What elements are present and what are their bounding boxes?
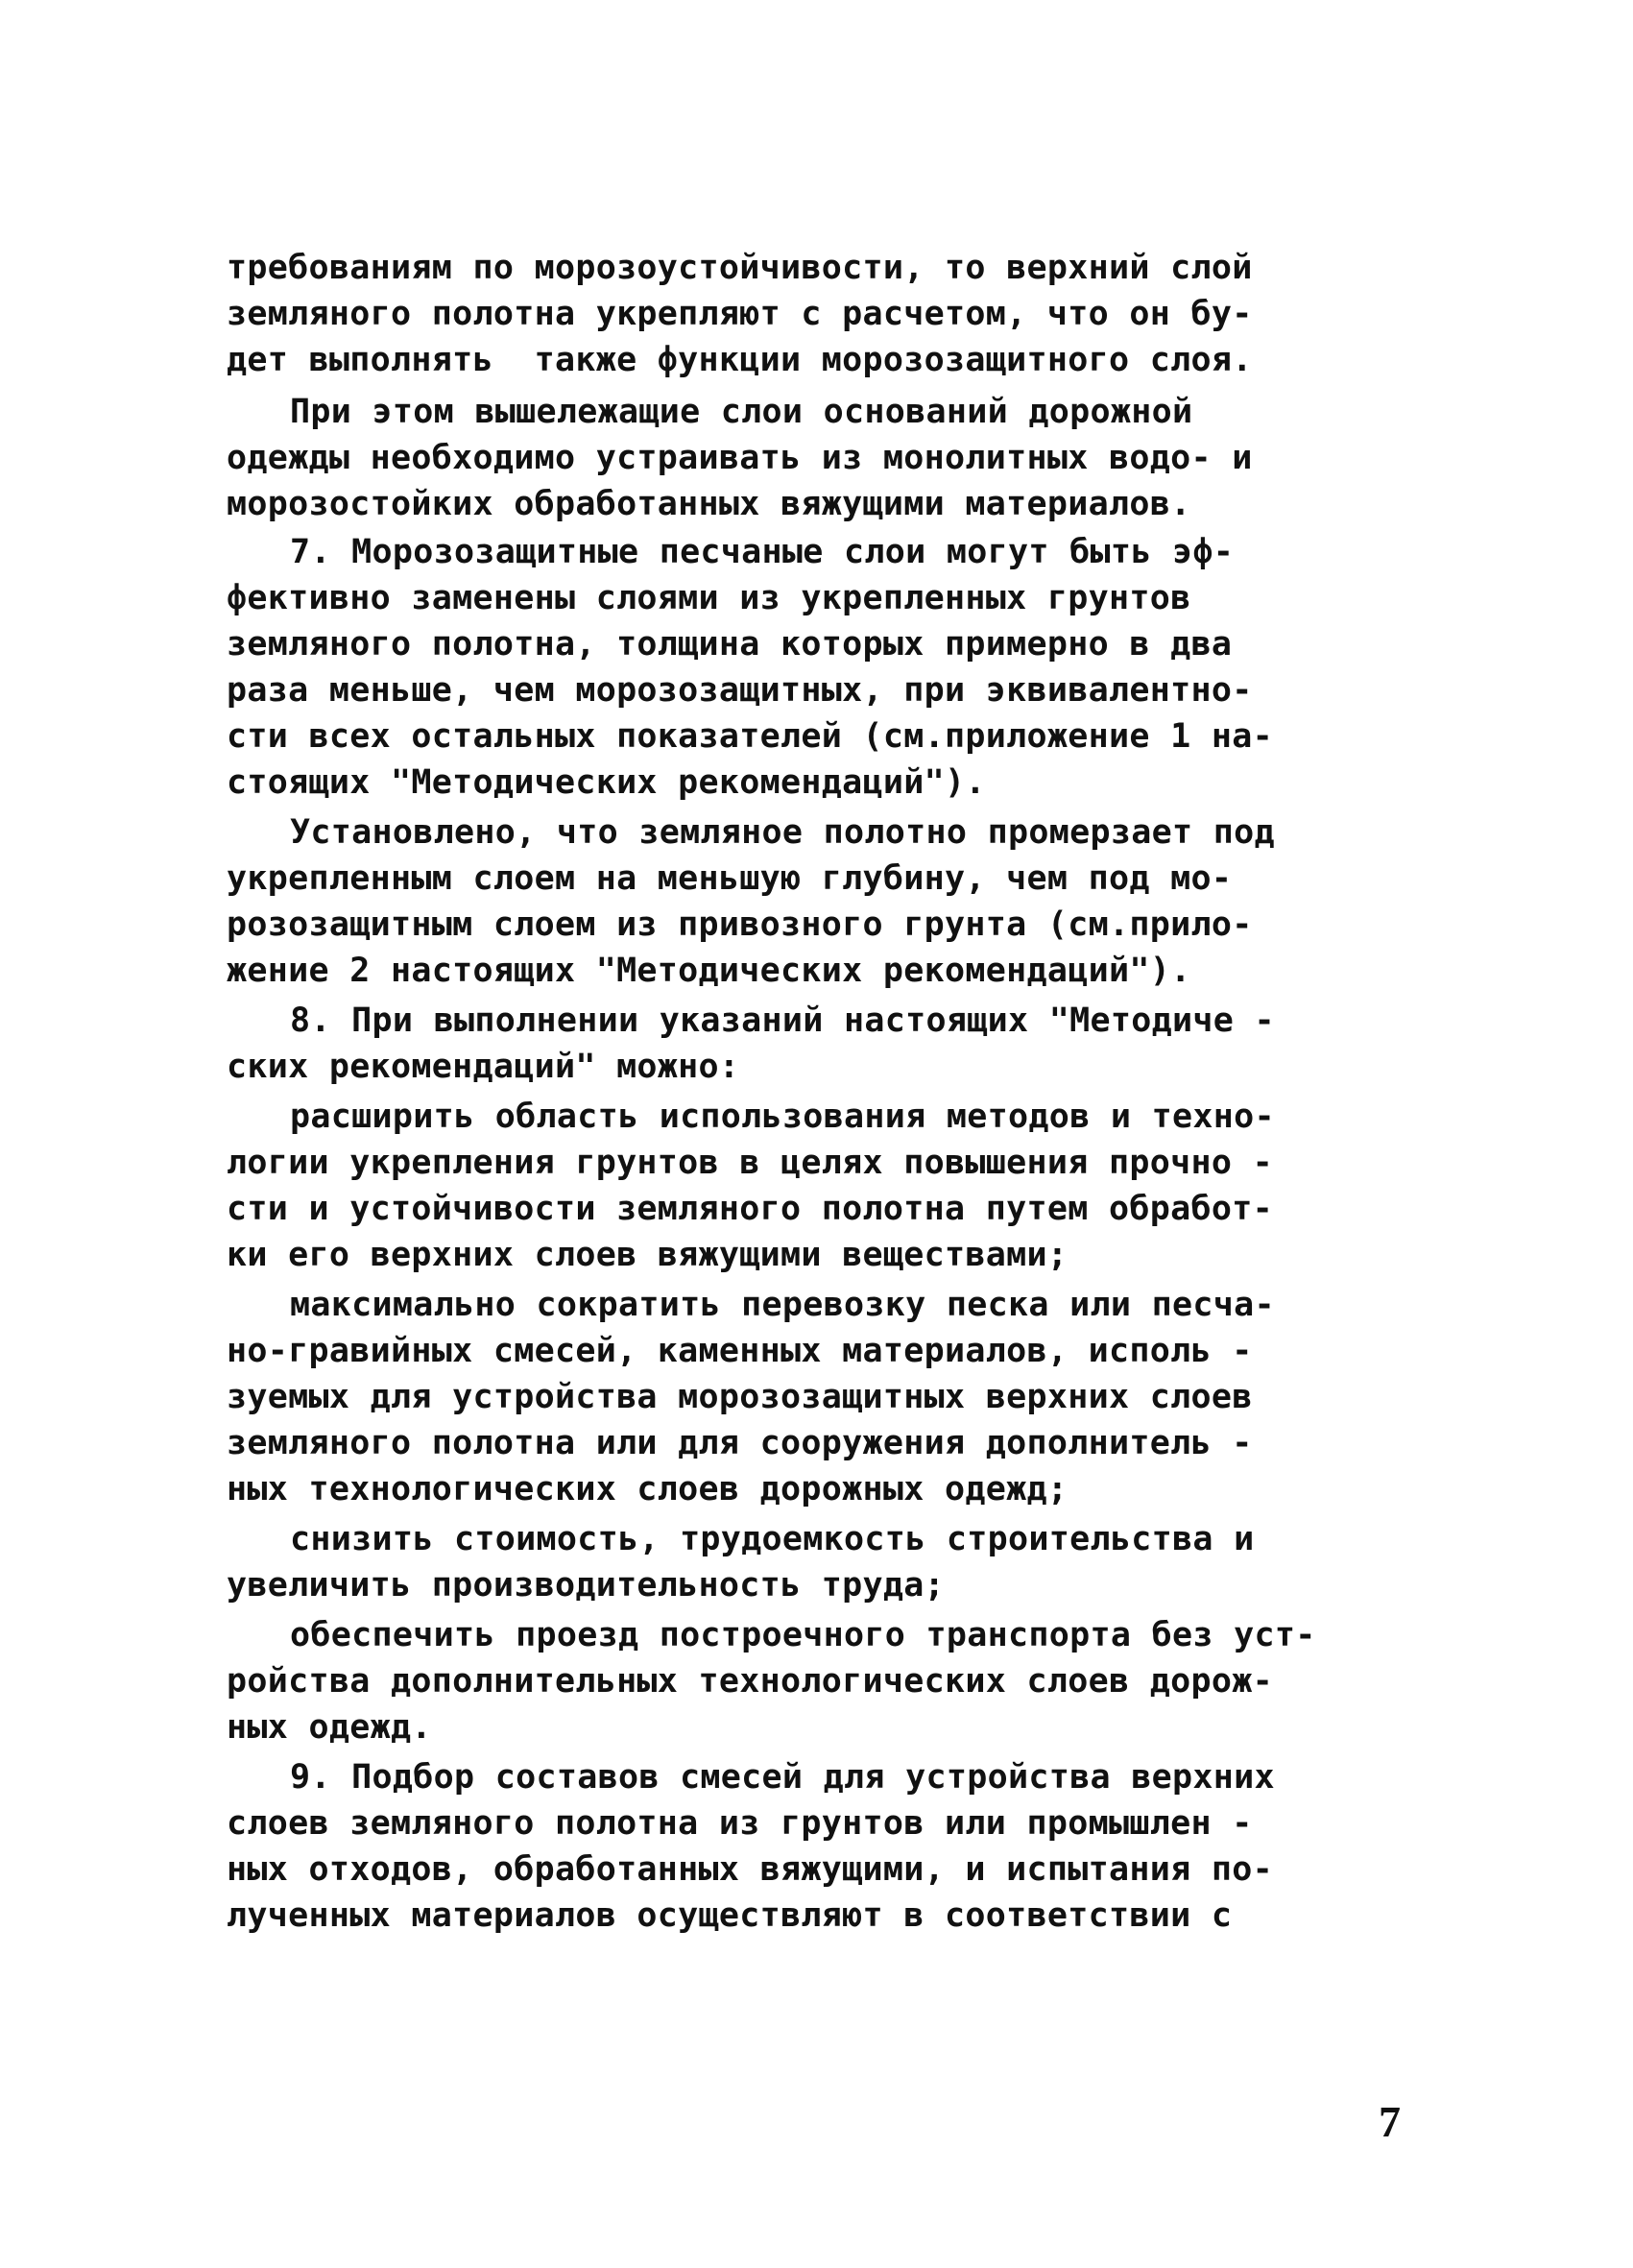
page-number: 7 bbox=[1379, 2097, 1401, 2146]
text-line: морозостойких обработанных вяжущими материалов. bbox=[227, 485, 1191, 523]
text-line: ных технологических слоев дорожных одежд; bbox=[227, 1470, 1069, 1508]
text-line: требованиям по морозоустойчивости, то верхний слой bbox=[227, 249, 1253, 287]
text-line: сти всех остальных показателей (см.приложение 1 на- bbox=[227, 717, 1273, 756]
text-line: 9. Подбор составов смесей для устройства верхних bbox=[290, 1758, 1275, 1797]
text-line: сти и устойчивости земляного полотна путем обработ- bbox=[227, 1190, 1273, 1228]
text-line: Установлено, что земляное полотно промерзает под bbox=[290, 813, 1275, 852]
text-line: максимально сократить перевозку песка или песча- bbox=[290, 1286, 1275, 1324]
text-line: снизить стоимость, трудоемкость строительства и bbox=[290, 1520, 1255, 1558]
text-line: одежды необходимо устраивать из монолитных водо- и bbox=[227, 439, 1253, 477]
text-line: розозащитным слоем из привозного грунта (см.прило- bbox=[227, 905, 1253, 944]
text-line: При этом вышележащие слои оснований дорожной bbox=[290, 393, 1193, 431]
text-line: фективно заменены слоями из укрепленных грунтов bbox=[227, 579, 1191, 617]
text-line: ных одежд. bbox=[227, 1708, 432, 1747]
text-line: увеличить производительность труда; bbox=[227, 1566, 946, 1604]
text-line: 8. При выполнении указаний настоящих "Методиче - bbox=[290, 1001, 1275, 1040]
text-line: дет выполнять также функции морозозащитного слоя. bbox=[227, 341, 1253, 379]
text-line: жение 2 настоящих "Методических рекомендаций"). bbox=[227, 952, 1191, 990]
text-line: ройства дополнительных технологических слоев дорож- bbox=[227, 1662, 1273, 1701]
text-line: логии укрепления грунтов в целях повышения прочно - bbox=[227, 1144, 1273, 1182]
text-line: зуемых для устройства морозозащитных верхних слоев bbox=[227, 1378, 1253, 1416]
text-line: слоев земляного полотна из грунтов или промышлен - bbox=[227, 1804, 1253, 1843]
text-line: земляного полотна укрепляют с расчетом, что он бу- bbox=[227, 295, 1253, 333]
text-line: укрепленным слоем на меньшую глубину, чем под мо- bbox=[227, 859, 1233, 898]
text-line: лученных материалов осуществляют в соответствии с bbox=[227, 1896, 1233, 1935]
text-line: расширить область использования методов и техно- bbox=[290, 1098, 1275, 1136]
text-line: ки его верхних слоев вяжущими веществами; bbox=[227, 1236, 1069, 1274]
text-line: стоящих "Методических рекомендаций"). bbox=[227, 763, 986, 802]
text-line: обеспечить проезд построечного транспорта без уст- bbox=[290, 1616, 1316, 1654]
text-line: но-гравийных смесей, каменных материалов, исполь - bbox=[227, 1332, 1253, 1370]
text-line: земляного полотна или для сооружения дополнитель - bbox=[227, 1424, 1253, 1462]
text-line: ских рекомендаций" можно: bbox=[227, 1048, 740, 1086]
text-line: ных отходов, обработанных вяжущими, и испытания по- bbox=[227, 1850, 1273, 1889]
text-line: 7. Морозозащитные песчаные слои могут быть эф- bbox=[290, 533, 1235, 571]
text-line: раза меньше, чем морозозащитных, при эквивалентно- bbox=[227, 671, 1253, 710]
text-line: земляного полотна, толщина которых примерно в два bbox=[227, 625, 1233, 664]
